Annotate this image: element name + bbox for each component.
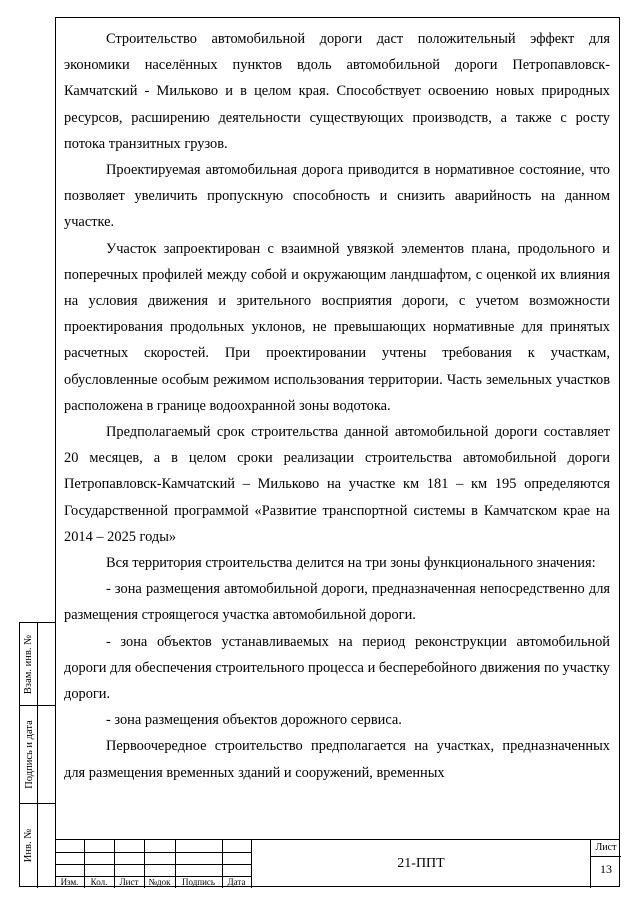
header-kol: Кол.	[90, 877, 108, 887]
side-stamp-cell-inv-zam	[20, 623, 38, 705]
header-ndok: №док	[148, 877, 171, 887]
header-list: Лист	[119, 877, 139, 887]
side-stamp-cell-sign-date	[20, 705, 38, 803]
paragraph-zones-intro: Вся территория строительства делится на три зоны функционального значения:	[106, 555, 596, 572]
revision-grid-row-line	[55, 852, 251, 853]
paragraph-construction-term: Предполагаемый срок строительства данной автомобильной дороги составляет 20 месяцев, а в целом сроки реализации строительства автомобильной дороги Петропавловск-Камчатский – Мильково на участке км 181 – км 195 определяются Государственной программой «Развитие транспортной системы в Камчатском крае на 2014 – 2025 годы»	[64, 424, 610, 545]
sheet-number-box	[590, 840, 620, 888]
sheet-divider	[591, 856, 621, 857]
document-code-cell	[251, 840, 590, 888]
sheet-number: 13	[600, 862, 612, 876]
list-item-road-zone: - зона размещения автомобильной дороги, предназначенная непосредственно для размещения строящегося участка автомобильной дороги.	[64, 581, 610, 624]
paragraph-priority-construction: Первоочередное строительство предполагается на участках, предназначенных для размещения временных зданий и сооружений, временных	[64, 738, 610, 781]
revision-grid-row-line	[55, 864, 251, 865]
sheet-label: Лист	[595, 842, 617, 853]
list-item-temporary-zone: - зона объектов устанавливаемых на период реконструкции автомобильной дороги для обеспечения строительного процесса и бесперебойного движения по участку дороги.	[64, 633, 610, 703]
title-block	[55, 839, 620, 887]
paragraph-normative-state: Проектируемая автомобильная дорога приводится в нормативное состояние, что позволяет увеличить пропускную способность и снизить аварийность на данном участке.	[64, 162, 610, 231]
revision-grid	[55, 840, 251, 888]
document-body	[64, 26, 610, 786]
list-item-service-zone: - зона размещения объектов дорожного сервиса.	[106, 712, 402, 729]
side-stamp	[19, 622, 55, 887]
side-stamp-inv-podl-label: Инв. №	[23, 828, 35, 863]
document-code: 21-ППТ	[397, 856, 445, 871]
paragraph-design-section: Участок запроектирован с взаимной увязкой элементов плана, продольного и поперечных профилей между собой и окружающим ландшафтом, с оценкой их влияния на условия движения и зрительного восприятия дороги, с учетом возможности проектирования продольных уклонов, не превышающих нормативные для принятых расчетных скоростей. При проектировании учтены требования к участкам, обусловленные особым режимом использования территории. Часть земельных участков расположена в границе водоохранной зоны водотока.	[64, 240, 610, 414]
header-izm: Изм.	[60, 877, 79, 887]
paragraph-economic-effect: Строительство автомобильной дороги даст положительный эффект для экономики населённых пунктов вдоль автомобильной дороги Петропавловск-Камчатский - Мильково и в целом края. Способствует освоению новых природных ресурсов, расширению деятельности существующих производств, а также с росту потока транзитных грузов.	[64, 31, 610, 152]
header-podpis: Подпись	[181, 877, 216, 887]
side-stamp-sign-date-label: Подпись и дата	[23, 719, 35, 789]
side-stamp-cell-inv-podl	[20, 803, 38, 888]
header-data: Дата	[227, 877, 246, 887]
side-stamp-inv-zam-label: Взам. инв. №	[23, 634, 35, 694]
